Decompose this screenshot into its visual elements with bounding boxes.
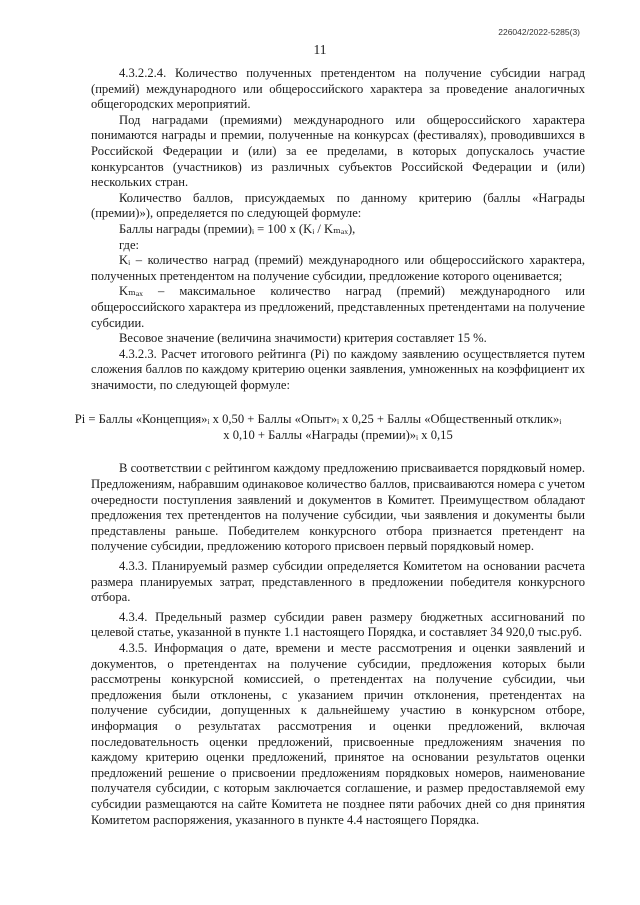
paragraph-4-3-3: 4.3.3. Планируемый размер субсидии определяется Комитетом на основании расчета размера планируемых затрат, представленного в предложении победителя конкурсного отбора. [91, 559, 585, 605]
document-body [74, 66, 585, 828]
document-id: 226042/2022-5285(3) [498, 27, 580, 37]
paragraph-awards-definition: Под наградами (премиями) международного или общероссийского характера понимаются награды и премии, полученные на конкурсах (фестивалях), проводившихся в Российской Федерации и (или) за ее пределами, в которых допускалось участие конкурсантов (участников) из различных субъектов Российской Федерации и (или) нескольких стран. [91, 112, 585, 190]
paragraph-4-3-2-2-4: 4.3.2.2.4. Количество полученных претендентом на получение субсидии наград (премий) международного или общероссийского характера за проведение аналогичных общегородских мероприятий. [91, 66, 585, 112]
formula-rating-line-2: x 0,10 + Баллы «Награды (премии)»ᵢ x 0,15 [223, 428, 453, 443]
where-label: где: [119, 237, 140, 252]
definition-k: Kᵢ – количество наград (премий) международного или общероссийского характера, полученных претендентом на получение субсидии, предложение которого оценивается; [91, 253, 585, 283]
formula-rating [74, 411, 585, 443]
paragraph-4-3-2-3: 4.3.2.3. Расчет итогового рейтинга (Pi) по каждому заявлению осуществляется путем сложения баллов по каждому критерию оценки заявления, умноженных на коэффициент их значимости, по следующей формуле: [91, 346, 585, 392]
formula-awards: Баллы награды (премии)ᵢ = 100 x (Kᵢ / Kₘₐₓ), [119, 221, 356, 236]
formula-rating-line-1: Pi = Баллы «Концепция»ᵢ x 0,50 + Баллы «Опыт»ᵢ x 0,25 + Баллы «Общественный отклик»ᵢ [74, 412, 562, 427]
paragraph-ranking: В соответствии с рейтингом каждому предложению присваивается порядковый номер. Предложениям, набравшим одинаковое количество баллов, присваиваются номера с учетом очередности поступления заявлений и документов в Комитет. Преимуществом обладают предложения тех претендентов на получение субсидии, чьи заявления и документы были представлены раньше. Победителем конкурсного отбора признается претендент на получение субсидии, предложению которого присвоен первый порядковый номер. [91, 461, 585, 554]
definition-kmax: Kₘₐₓ – максимальное количество наград (премий) международного или общероссийского характера из предложений, представленных претендентами на получение субсидии. [91, 284, 585, 330]
page-number: 11 [313, 42, 327, 57]
weight-value: Весовое значение (величина значимости) критерия составляет 15 %. [119, 331, 487, 346]
paragraph-4-3-5: 4.3.5. Информация о дате, времени и месте рассмотрения и оценки заявлений и документов, о претендентах на получение субсидии, предложения которых были рассмотрены конкурсной комиссией, о претендентах на получение субсидии, чьи предложения были отклонены, с указанием причин отклонения, претендентах на получение субсидии, допущенных к дальнейшему участию в конкурсном отборе, информация о результатах рассмотрения и оценки предложений, включая последовательность оценки предложений, присвоенные предложениям значения по каждому критерию оценки предложений, принятое на основании результатов оценки предложений решение о присвоении предложениям порядковых номеров, наименование получателя субсидии, с которым заключается соглашение, и размер предоставляемой ему субсидии размещаются на сайте Комитета не позднее пяти рабочих дней со дня принятия Комитетом распоряжения, указанного в пункте 4.4 настоящего Порядка. [91, 641, 585, 827]
paragraph-points-intro: Количество баллов, присуждаемых по данному критерию (баллы «Награды (премии)»), определяется по следующей формуле: [91, 190, 585, 221]
paragraph-4-3-4: 4.3.4. Предельный размер субсидии равен размеру бюджетных ассигнований по целевой статье, указанной в пункте 1.1 настоящего Порядка, и составляет 34 920,0 тыс.руб. [91, 609, 585, 640]
